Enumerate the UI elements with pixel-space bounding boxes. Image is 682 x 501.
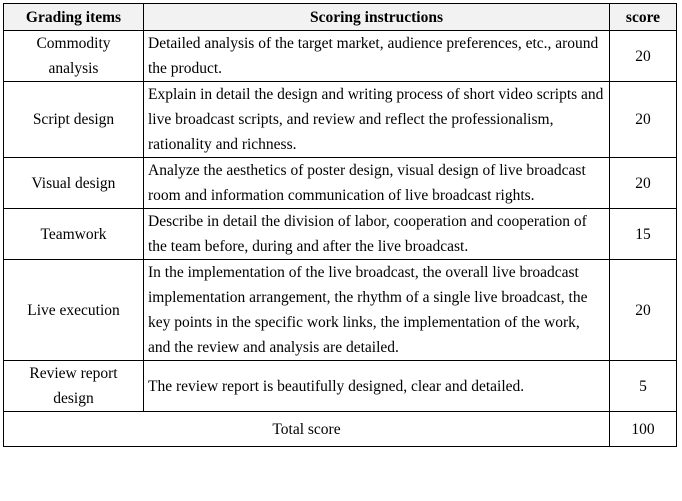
grading-item-cell: Teamwork	[4, 209, 144, 260]
grading-item-cell: Script design	[4, 82, 144, 158]
grading-item-cell: Review report design	[4, 361, 144, 412]
total-score-label: Total score	[4, 412, 610, 447]
instructions-cell: Explain in detail the design and writing process of short video scripts and live broadcast scripts, and review and reflect the professionalism, rationality and richness.	[144, 82, 610, 158]
header-scoring-instructions: Scoring instructions	[144, 4, 610, 31]
instructions-cell: Detailed analysis of the target market, audience preferences, etc., around the product.	[144, 31, 610, 82]
instructions-cell: The review report is beautifully designed, clear and detailed.	[144, 361, 610, 412]
instructions-cell: Analyze the aesthetics of poster design, visual design of live broadcast room and information communication of live broadcast rights.	[144, 158, 610, 209]
score-cell: 20	[610, 158, 677, 209]
instructions-cell: In the implementation of the live broadcast, the overall live broadcast implementation arrangement, the rhythm of a single live broadcast, the key points in the specific work links, the implementation of the work, and the review and analysis are detailed.	[144, 260, 610, 361]
table-row	[4, 31, 677, 82]
table-body	[4, 31, 677, 447]
score-cell: 20	[610, 31, 677, 82]
grading-item-cell: Commodity analysis	[4, 31, 144, 82]
grading-table-container	[3, 3, 677, 447]
table-row	[4, 82, 677, 158]
instructions-cell: Describe in detail the division of labor, cooperation and cooperation of the team before, during and after the live broadcast.	[144, 209, 610, 260]
table-row	[4, 260, 677, 361]
total-score-value: 100	[610, 412, 677, 447]
table-header	[4, 4, 677, 31]
grading-table	[3, 3, 677, 447]
grading-item-cell: Visual design	[4, 158, 144, 209]
table-row	[4, 209, 677, 260]
score-cell: 20	[610, 82, 677, 158]
header-score: score	[610, 4, 677, 31]
score-cell: 15	[610, 209, 677, 260]
table-row	[4, 361, 677, 412]
header-row	[4, 4, 677, 31]
grading-item-cell: Live execution	[4, 260, 144, 361]
header-grading-items: Grading items	[4, 4, 144, 31]
score-cell: 20	[610, 260, 677, 361]
total-row	[4, 412, 677, 447]
score-cell: 5	[610, 361, 677, 412]
table-row	[4, 158, 677, 209]
